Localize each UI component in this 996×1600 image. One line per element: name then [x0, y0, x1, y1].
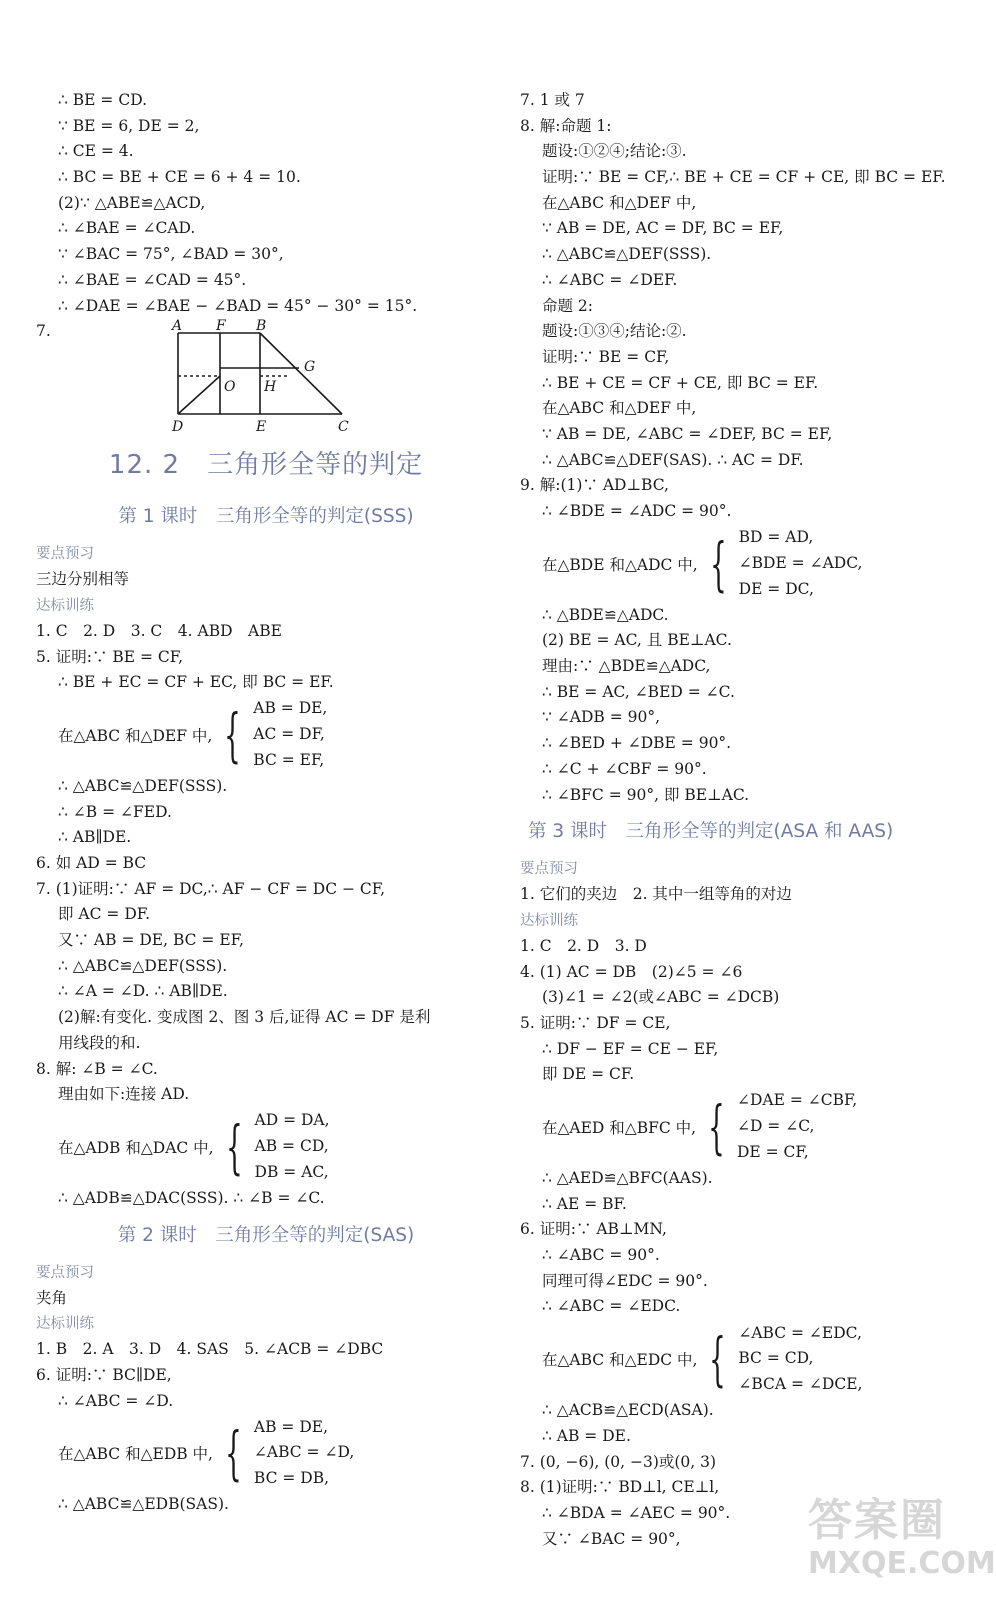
preview-answer: 1. 它们的夹边 2. 其中一组等角的对边 — [520, 885, 792, 904]
text-line: ∴ BE + EC = CF + EC, 即 BC = EF. — [58, 673, 334, 692]
text-line: ∴ DF − EF = CE − EF, — [542, 1039, 719, 1058]
text-line: 同理可得∠EDC = 90°. — [542, 1271, 708, 1290]
equation: AC = DF, — [253, 725, 325, 744]
label-D: D — [172, 419, 184, 436]
text-line: ∴ BC = BE + CE = 6 + 4 = 10. — [58, 168, 301, 187]
watermark-logo — [808, 1495, 996, 1592]
system-prefix: 在△BDE 和△ADC 中, — [542, 555, 698, 574]
text-line: (2)∵ △ABE≌△ACD, — [58, 193, 206, 212]
label-E: E — [256, 419, 267, 436]
text-line: 8. 解:命题 1: — [520, 116, 612, 135]
training-tag: 达标训练 — [36, 597, 94, 614]
lesson-3-title: 第 3 课时 三角形全等的判定(ASA 和 AAS) — [528, 821, 894, 843]
label-O: O — [224, 379, 236, 396]
right-column — [520, 88, 960, 1552]
text-line: 7. (1)证明:∵ AF = DC,∴ AF − CF = DC − CF, — [36, 879, 386, 898]
watermark-text: 答案圈 — [808, 1495, 946, 1546]
segment-BC — [260, 333, 342, 414]
label-H: H — [264, 379, 277, 396]
text-line: 证明:∵ BE = CF,∴ BE + CE = CF + CE, 即 BC = EF. — [542, 168, 946, 187]
lesson-1-title: 第 1 课时 三角形全等的判定(SSS) — [118, 506, 414, 528]
brace-icon: { — [709, 1325, 727, 1394]
preview-tag: 要点预习 — [36, 546, 94, 563]
text-line: 即 AC = DF. — [58, 905, 151, 924]
label-C: C — [338, 419, 349, 436]
segment-DO — [178, 376, 220, 414]
preview-answer: 三边分别相等 — [36, 570, 130, 589]
text-line: ∴ ∠BFC = 90°, 即 BE⊥AC. — [542, 785, 750, 804]
answers-1-5: 1. B 2. A 3. D 4. SAS 5. ∠ACB = ∠DBC — [36, 1340, 384, 1359]
equation: BC = EF, — [253, 750, 325, 769]
equation: DB = AC, — [254, 1162, 329, 1181]
text-line: ∴ ∠ABC = ∠DEF. — [542, 270, 678, 289]
text-line: 用线段的和. — [58, 1033, 141, 1052]
text-line: 6. 如 AD = BC — [36, 854, 147, 872]
equation-system — [520, 525, 960, 603]
equation: AB = CD, — [254, 1137, 329, 1156]
text-line: ∴ △ABC≌△DEF(SSS). — [542, 245, 712, 264]
section-title: 12. 2 三角形全等的判定 — [108, 450, 424, 481]
equation-system — [36, 696, 496, 774]
text-line: ∴ △BDE≌△ADC. — [542, 605, 669, 624]
text-line: ∴ △ABC≌△EDB(SAS). — [58, 1495, 229, 1514]
system-prefix: 在△ABC 和△EDC 中, — [542, 1351, 698, 1370]
text-line: ∵ AB = DE, ∠ABC = ∠DEF, BC = EF, — [542, 424, 833, 443]
text-line: ∴ △ABC≌△DEF(SSS). — [58, 956, 228, 975]
text-line: 又∵ AB = DE, BC = EF, — [58, 931, 244, 950]
text-line: ∴ ∠B = ∠FED. — [58, 802, 172, 821]
equation: ∠DAE = ∠CBF, — [736, 1091, 858, 1110]
text-line: ∴ AB∥DE. — [58, 828, 132, 847]
equation-system — [36, 1108, 496, 1186]
text-line: 9. 解:(1)∵ AD⊥BC, — [520, 476, 669, 495]
text-line: (2) BE = AC, 且 BE⊥AC. — [542, 631, 732, 650]
label-G: G — [304, 359, 316, 376]
answers-1-4: 1. C 2. D 3. C 4. ABD ABE — [36, 621, 282, 640]
equation: ∠D = ∠C, — [736, 1117, 815, 1136]
brace-icon: { — [708, 1093, 725, 1161]
brace-icon: { — [224, 700, 242, 769]
text-line: ∴ ∠C + ∠CBF = 90°. — [542, 759, 707, 778]
preview-answer: 夹角 — [36, 1288, 68, 1307]
equation: AB = DE, — [253, 699, 328, 718]
equation: ∠ABC = ∠EDC, — [738, 1323, 862, 1342]
preview-tag: 要点预习 — [520, 861, 578, 878]
text-line: ∴ BE + CE = CF + CE, 即 BC = EF. — [542, 373, 819, 392]
text-line: 8. (1)证明:∵ BD⊥l, CE⊥l, — [520, 1478, 720, 1497]
equation: AB = DE, — [253, 1417, 329, 1436]
system-prefix: 在△AED 和△BFC 中, — [542, 1119, 697, 1137]
equation: DE = DC, — [738, 579, 814, 598]
equation: BC = DB, — [253, 1469, 330, 1488]
text-line: 题设:①③④;结论:②. — [542, 322, 687, 341]
brace-icon: { — [225, 1419, 242, 1488]
text-line: ∴ ∠BAE = ∠CAD = 45°. — [58, 270, 247, 289]
text-line: 即 DE = CF. — [542, 1065, 635, 1084]
answers-1-3: 1. C 2. D 3. D — [520, 936, 647, 955]
training-tag: 达标训练 — [36, 1316, 94, 1333]
text-line: ∵ ∠ADB = 90°, — [542, 708, 661, 727]
text-line: 5. 证明:∵ DF = CE, — [520, 1013, 671, 1032]
text-line: ∴ △ABC≌△DEF(SAS). ∴ AC = DF. — [542, 450, 804, 469]
equation-system — [520, 1088, 960, 1166]
text-line: ∴ ∠ABC = 90°. — [542, 1246, 660, 1265]
text-line: 6. 证明:∵ AB⊥MN, — [520, 1220, 667, 1239]
left-column — [36, 88, 496, 1518]
text-line: ∴ ∠BDA = ∠AEC = 90°. — [542, 1503, 731, 1522]
equation: ∠BCA = ∠DCE, — [738, 1374, 863, 1393]
text-line: 6. 证明:∵ BC∥DE, — [36, 1365, 172, 1384]
text-line: 证明:∵ BE = CF, — [542, 347, 670, 366]
text-line: ∴ ∠BDE = ∠ADC = 90°. — [542, 502, 732, 520]
text-line: ∴ ∠DAE = ∠BAE − ∠BAD = 45° − 30° = 15°. — [58, 296, 418, 315]
text-line: ∵ ∠BAC = 75°, ∠BAD = 30°, — [58, 245, 284, 264]
text-line: 4. (1) AC = DB (2)∠5 = ∠6 — [520, 962, 743, 981]
system-prefix: 在△ABC 和△DEF 中, — [58, 726, 213, 745]
geometry-figure — [170, 319, 360, 437]
text-line: ∵ AB = DE, AC = DF, BC = EF, — [542, 219, 784, 238]
equation: BC = CD, — [738, 1349, 814, 1368]
text-line: ∴ △ADB≌△DAC(SSS). ∴ ∠B = ∠C. — [58, 1188, 325, 1207]
text-line: ∴ ∠ABC = ∠EDC. — [542, 1297, 681, 1316]
text-line: ∴ △ABC≌△DEF(SSS). — [58, 776, 228, 795]
label-F: F — [216, 319, 226, 335]
text-line: 8. 解: ∠B = ∠C. — [36, 1059, 158, 1078]
text-line: 在△ABC 和△DEF 中, — [542, 193, 697, 212]
text-line: ∴ ∠A = ∠D. ∴ AB∥DE. — [58, 982, 228, 1001]
text-line: 在△ABC 和△DEF 中, — [542, 399, 697, 418]
text-line: ∴ AB = DE. — [542, 1426, 631, 1445]
text-line: ∴ AE = BF. — [542, 1194, 627, 1213]
figure-7 — [36, 319, 496, 437]
text-line: ∴ BE = CD. — [58, 91, 147, 109]
equation: ∠BDE = ∠ADC, — [738, 553, 863, 572]
text-line: ∴ CE = 4. — [58, 142, 134, 161]
text-line: ∴ △ACB≌△ECD(ASA). — [542, 1401, 714, 1420]
lesson-2-title: 第 2 课时 三角形全等的判定(SAS) — [117, 1224, 415, 1246]
system-prefix: 在△ADB 和△DAC 中, — [58, 1138, 214, 1157]
preview-tag: 要点预习 — [36, 1264, 94, 1281]
equation-system — [520, 1320, 960, 1398]
label-B: B — [256, 319, 267, 335]
text-line: ∴ △AED≌△BFC(AAS). — [542, 1169, 713, 1187]
text-line: 命题 2: — [542, 296, 594, 315]
text-line: 理由如下:连接 AD. — [58, 1085, 190, 1104]
label-A: A — [172, 319, 183, 335]
text-line: ∵ BE = 6, DE = 2, — [58, 116, 200, 135]
left-top-lines — [36, 88, 496, 319]
brace-icon: { — [709, 529, 727, 598]
equation: ∠ABC = ∠D, — [253, 1443, 355, 1462]
equation: BD = AD, — [738, 528, 814, 547]
figure-number: 7. — [36, 322, 51, 341]
text-line: ∴ ∠BAE = ∠CAD. — [58, 219, 196, 238]
text-line: ∴ ∠BED + ∠DBE = 90°. — [542, 734, 732, 753]
system-prefix: 在△ABC 和△EDB 中, — [58, 1445, 213, 1464]
brace-icon: { — [225, 1112, 243, 1181]
equation: AD = DA, — [254, 1111, 330, 1130]
text-line: (3)∠1 = ∠2(或∠ABC = ∠DCB) — [542, 988, 780, 1007]
text-line: 理由:∵ △BDE≌△ADC, — [542, 657, 711, 676]
equation-system — [36, 1414, 496, 1492]
text-line: 又∵ ∠BAC = 90°, — [542, 1529, 681, 1548]
text-line: ∴ ∠ABC = ∠D. — [58, 1391, 174, 1410]
training-tag: 达标训练 — [520, 912, 578, 929]
text-line: ∴ BE = AC, ∠BED = ∠C. — [542, 682, 735, 701]
text-line: 7. (0, −6), (0, −3)或(0, 3) — [520, 1452, 717, 1471]
equation: DE = CF, — [736, 1142, 809, 1161]
text-line: (2)解:有变化. 变成图 2、图 3 后,证得 AC = DF 是利 — [58, 1008, 431, 1027]
text-line: 7. 1 或 7 — [520, 91, 585, 109]
text-line: 5. 证明:∵ BE = CF, — [36, 647, 184, 666]
text-line: 题设:①②④;结论:③. — [542, 142, 687, 161]
watermark-url: MXQE.COM — [808, 1546, 996, 1581]
